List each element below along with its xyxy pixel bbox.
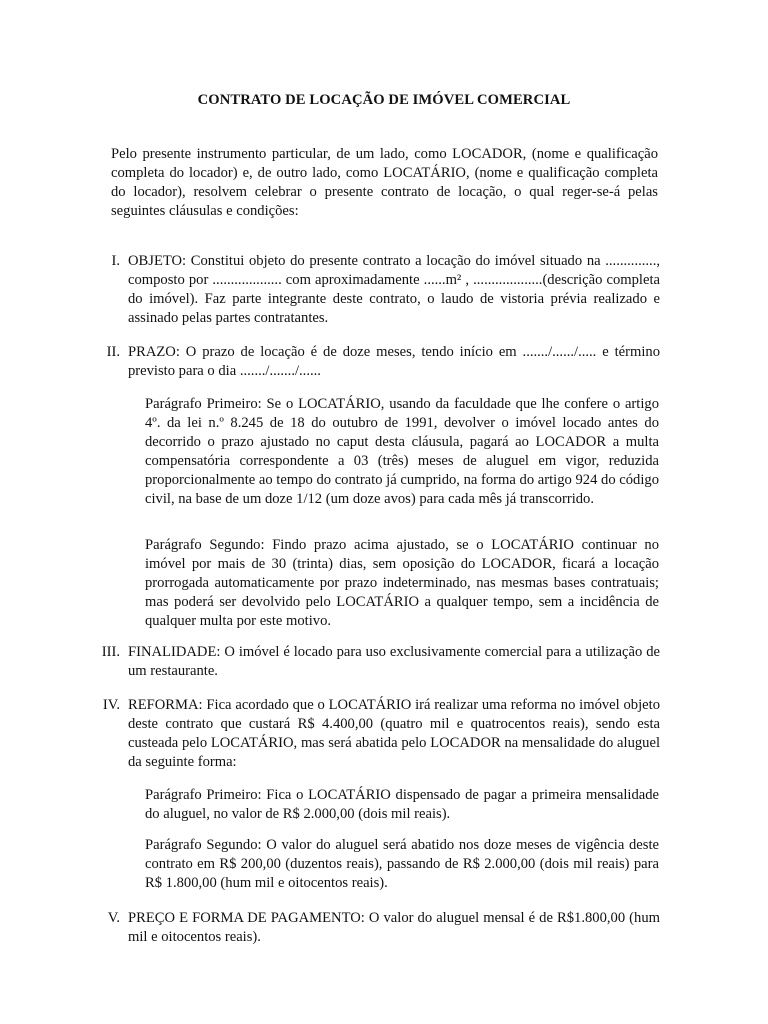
clause-finalidade xyxy=(90,643,660,681)
paragraph-text: Parágrafo Primeiro: Fica o LOCATÁRIO dispensado de pagar a primeira mensalidade do aluguel, no valor de R$ 2.000,00 (dois mil reais). xyxy=(145,787,659,822)
clause-text: REFORMA: Fica acordado que o LOCATÁRIO irá realizar uma reforma no imóvel objeto deste contrato que custará R$ 4.400,00 (quatro mil e quatrocentos reais), sendo esta custeada pelo LOCATÁRIO, mas será abatida pelo LOCADOR na mensalidade do aluguel da seguinte forma: xyxy=(128,697,660,770)
paragraph-primeiro-reforma xyxy=(145,786,659,824)
clause-number: V. xyxy=(107,910,120,926)
clause-objeto xyxy=(90,252,660,328)
clause-number: IV. xyxy=(102,697,120,713)
clause-preco-pagamento xyxy=(90,909,660,947)
clause-text: PRAZO: O prazo de locação é de doze meses, tendo início em ......./....../..... e término previsto para o dia ......./......./...... xyxy=(128,344,660,379)
clause-reforma xyxy=(90,696,660,772)
paragraph-segundo-prazo xyxy=(145,536,659,631)
paragraph-text: Parágrafo Primeiro: Se o LOCATÁRIO, usando da faculdade que lhe confere o artigo 4º. da lei n.º 8.245 de 18 do outubro de 1991, devolver o imóvel locado antes do decorrido o prazo ajustado no caput desta cláusula, pagará ao LOCADOR a multa compensatória correspondente a 03 (três) meses de aluguel em vigor, reduzida proporcionalmente ao tempo do contrato já cumprido, na forma do artigo 924 do código civil, na base de um doze 1/12 (um doze avos) para cada mês já transcorrido. xyxy=(145,396,659,507)
clause-number: III. xyxy=(101,644,120,660)
clause-text: PREÇO E FORMA DE PAGAMENTO: O valor do aluguel mensal é de R$1.800,00 (hum mil e oitocentos reais). xyxy=(128,910,660,945)
intro-paragraph: Pelo presente instrumento particular, de um lado, como LOCADOR, (nome e qualificação completa do locador) e, de outro lado, como LOCATÁRIO, (nome e qualificação completa do locador), resolvem celebrar o presente contrato de locação, o qual reger-se-á pelas seguintes cláusulas e condições: xyxy=(111,146,658,219)
clause-prazo xyxy=(90,343,660,381)
paragraph-text: Parágrafo Segundo: O valor do aluguel será abatido nos doze meses de vigência deste contrato em R$ 200,00 (duzentos reais), passando de R$ 2.000,00 (dois mil reais) para R$ 1.800,00 (hum mil e oitocentos reais). xyxy=(145,837,659,891)
clause-text: FINALIDADE: O imóvel é locado para uso exclusivamente comercial para a utilização de um restaurante. xyxy=(128,644,660,679)
document-title: CONTRATO DE LOCAÇÃO DE IMÓVEL COMERCIAL xyxy=(197,92,571,108)
clause-number: II. xyxy=(106,344,120,360)
paragraph-text: Parágrafo Segundo: Findo prazo acima ajustado, se o LOCATÁRIO continuar no imóvel por mais de 30 (trinta) dias, sem oposição do LOCADOR, ficará a locação prorrogada automaticamente por prazo indeterminado, nas mesmas bases contratuais; mas poderá ser devolvido pelo LOCATÁRIO a qualquer tempo, sem a incidência de qualquer multa por este motivo. xyxy=(145,537,659,629)
clause-text: OBJETO: Constitui objeto do presente contrato a locação do imóvel situado na .............., composto por ................... com aproximadamente ......m² , ...................(descrição completa do imóvel). Faz parte integrante deste contrato, o laudo de vistoria prévia realizado e assinado pelas partes contratantes. xyxy=(128,253,660,326)
paragraph-primeiro-prazo xyxy=(145,395,659,509)
clause-number: I. xyxy=(111,253,120,269)
paragraph-segundo-reforma xyxy=(145,836,659,893)
